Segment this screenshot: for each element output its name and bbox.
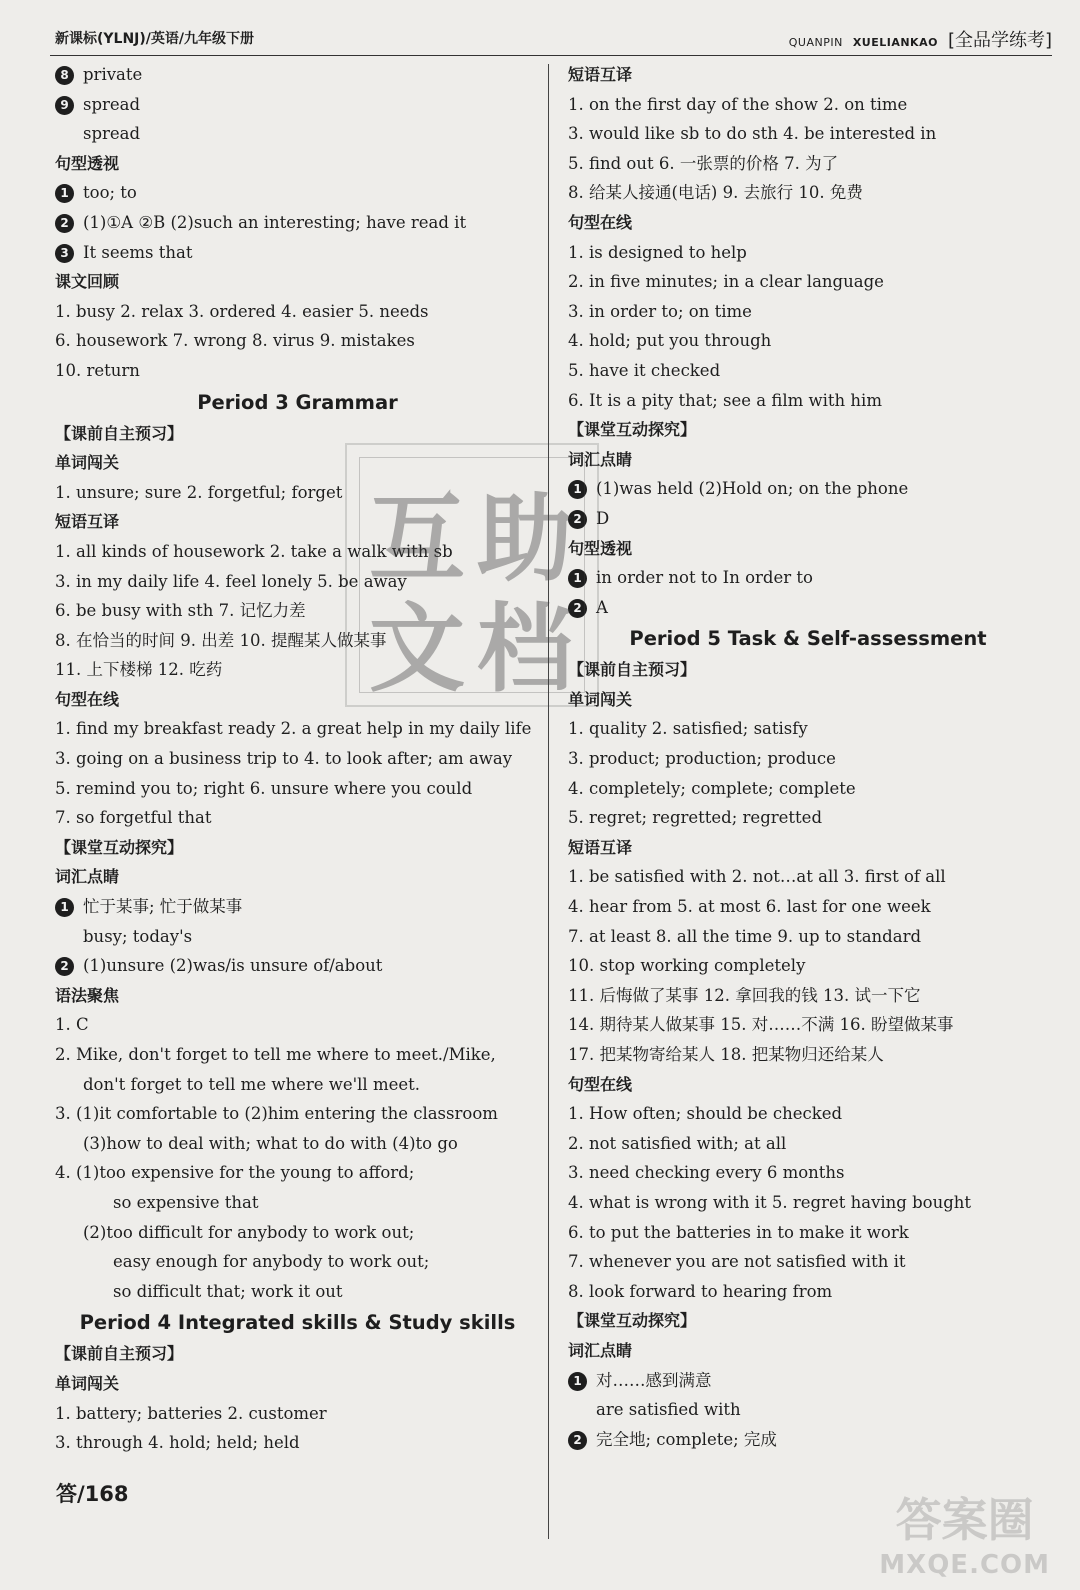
section-heading: 语法聚焦 [55, 985, 120, 1005]
stamp-watermark [345, 443, 599, 707]
answer-line: 6. It is a pity that; see a film with him [568, 390, 882, 410]
circled-number-icon: 2 [568, 1431, 587, 1450]
answer-line: 11. 后悔做了某事 12. 拿回我的钱 13. 试一下它 [568, 985, 921, 1005]
section-heading: 句型在线 [568, 1074, 633, 1094]
answer-line: 10. return [55, 360, 140, 380]
answer-line: 1. busy 2. relax 3. ordered 4. easier 5. needs [55, 301, 429, 321]
answer-text: too; to [83, 183, 137, 203]
answer-line: easy enough for anybody to work out; [113, 1252, 430, 1272]
numbered-answer [568, 563, 1048, 593]
answer-line: 1. is designed to help [568, 242, 747, 262]
period-title: Period 4 Integrated skills & Study skills [79, 1311, 516, 1335]
section-heading: 【课堂互动探究】 [568, 1311, 697, 1331]
answer-line: 10. stop working completely [568, 956, 806, 976]
answer-line: 11. 上下楼梯 12. 吃药 [55, 660, 223, 680]
answer-line: don't forget to tell me where we'll meet. [83, 1074, 421, 1094]
circled-number-icon: 1 [568, 1372, 587, 1391]
answer-text: (1)was held (2)Hold on; on the phone [596, 479, 909, 499]
answer-line: 3. in my daily life 4. feel lonely 5. be away [55, 571, 407, 591]
answer-line: 17. 把某物寄给某人 18. 把某物归还给某人 [568, 1045, 884, 1064]
period-title: Period 3 Grammar [197, 390, 398, 414]
numbered-answer [55, 238, 540, 268]
answer-line: 8. 给某人接通(电话) 9. 去旅行 10. 免费 [568, 183, 863, 203]
watermark-url: MXQE.COM [879, 1550, 1050, 1580]
answer-line: 7. whenever you are not satisfied with it [568, 1252, 906, 1272]
section-heading: 【课堂互动探究】 [568, 420, 697, 440]
answer-text: spread [83, 94, 141, 114]
answer-line: 8. look forward to hearing from [568, 1281, 833, 1301]
circled-number-icon: 1 [568, 569, 587, 588]
numbered-answer [55, 951, 540, 981]
answer-line: 2. in five minutes; in a clear language [568, 272, 884, 292]
answer-line: 8. 在恰当的时间 9. 出差 10. 提醒某人做某事 [55, 630, 387, 650]
section-heading: 句型在线 [55, 689, 120, 709]
answer-text: 完全地; complete; 完成 [596, 1429, 777, 1449]
answer-line: 2. Mike, don't forget to tell me where to meet./Mike, [55, 1045, 496, 1064]
answer-line: are satisfied with [596, 1400, 741, 1420]
answer-line: 1. find my breakfast ready 2. a great help in my daily life [55, 719, 532, 739]
numbered-answer [55, 208, 540, 238]
answer-text: 忙于某事; 忙于做某事 [83, 897, 243, 917]
circled-number-icon: 1 [55, 898, 74, 917]
stamp-char-4: 档 [477, 593, 573, 705]
answer-line: 5. regret; regretted; regretted [568, 808, 823, 828]
section-heading: 词汇点睛 [568, 1340, 633, 1360]
answer-text: A [596, 597, 608, 617]
answer-line: 3. going on a business trip to 4. to look after; am away [55, 749, 513, 769]
answer-line: 2. not satisfied with; at all [568, 1133, 787, 1153]
answer-line: 3. need checking every 6 months [568, 1163, 845, 1183]
section-heading: 短语互译 [568, 65, 633, 84]
book-title: 新课标(YLNJ)/英语/九年级下册 [55, 31, 255, 47]
numbered-answer [55, 60, 540, 90]
answer-line: 3. would like sb to do sth 4. be interested in [568, 124, 937, 144]
stamp-char-2: 助 [477, 483, 573, 595]
answer-line: 7. at least 8. all the time 9. up to standard [568, 926, 922, 946]
answer-line: 14. 期待某人做某事 15. 对……不满 16. 盼望做某事 [568, 1015, 954, 1035]
answer-line: 1. all kinds of housework 2. take a walk with sb [55, 541, 453, 561]
circled-number-icon: 9 [55, 96, 74, 115]
answer-line: 6. be busy with sth 7. 记忆力差 [55, 601, 306, 621]
circled-number-icon: 2 [55, 957, 74, 976]
answer-line: 4. hold; put you through [568, 331, 772, 351]
answer-line: 1. unsure; sure 2. forgetful; forget [55, 482, 343, 502]
answer-line: 3. through 4. hold; held; held [55, 1433, 300, 1453]
answer-line: 1. quality 2. satisfied; satisfy [568, 719, 808, 739]
section-heading: 句型在线 [568, 212, 633, 232]
numbered-answer [55, 178, 540, 208]
brand-pinyin-2: XUELIANKAO [852, 36, 938, 49]
circled-number-icon: 2 [568, 599, 587, 618]
section-heading: 【课前自主预习】 [55, 423, 184, 443]
site-watermark [879, 1484, 1050, 1580]
answer-line: so expensive that [113, 1192, 259, 1212]
answer-text: D [596, 508, 610, 528]
circled-number-icon: 2 [568, 510, 587, 529]
section-heading: 课文回顾 [55, 272, 120, 292]
numbered-answer [55, 90, 540, 120]
answer-line: 6. housework 7. wrong 8. virus 9. mistakes [55, 331, 415, 351]
answer-line: 1. battery; batteries 2. customer [55, 1403, 327, 1423]
answer-text: private [83, 65, 143, 84]
answer-text: (1)unsure (2)was/is unsure of/about [83, 956, 383, 976]
answer-line: 5. have it checked [568, 360, 721, 380]
section-heading: 句型透视 [568, 538, 633, 558]
right-column [568, 60, 1048, 1454]
section-heading: 【课前自主预习】 [568, 660, 697, 680]
answer-line: 4. hear from 5. at most 6. last for one week [568, 897, 931, 917]
answer-line: 3. (1)it comfortable to (2)him entering the classroom [55, 1104, 498, 1124]
answer-text: in order not to In order to [596, 568, 813, 588]
answer-line: 3. in order to; on time [568, 301, 752, 321]
answer-text: It seems that [83, 242, 193, 262]
numbered-answer [568, 1366, 1048, 1396]
answer-line: 5. find out 6. 一张票的价格 7. 为了 [568, 153, 839, 173]
answer-text: 对……感到满意 [596, 1370, 712, 1390]
brand-name: [全品学练考] [947, 30, 1052, 51]
numbered-answer [568, 474, 1048, 504]
numbered-answer [55, 892, 540, 922]
page-header [0, 0, 1080, 58]
section-heading: 【课前自主预习】 [55, 1344, 184, 1364]
stamp-char-3: 文 [369, 593, 465, 705]
answer-line: so difficult that; work it out [113, 1281, 343, 1301]
stamp-char-1: 互 [369, 483, 465, 595]
numbered-answer [568, 1425, 1048, 1455]
section-heading: 短语互译 [55, 512, 120, 532]
brand-pinyin-1: QUANPIN [788, 36, 843, 49]
section-heading: 词汇点睛 [568, 449, 633, 469]
section-heading: 词汇点睛 [55, 867, 120, 887]
answer-line: (3)how to deal with; what to do with (4)to go [83, 1133, 458, 1153]
answer-line: 7. so forgetful that [55, 808, 212, 828]
circled-number-icon: 3 [55, 244, 74, 263]
answer-line: 1. How often; should be checked [568, 1104, 843, 1124]
answer-line: 1. on the first day of the show 2. on time [568, 94, 908, 114]
answer-line: 6. to put the batteries in to make it work [568, 1222, 909, 1242]
circled-number-icon: 1 [55, 184, 74, 203]
circled-number-icon: 8 [55, 66, 74, 85]
period-title: Period 5 Task & Self-assessment [629, 627, 987, 651]
header-rule [50, 55, 1052, 56]
numbered-answer [568, 593, 1048, 623]
answer-line: (2)too difficult for anybody to work out; [83, 1222, 415, 1242]
numbered-answer [568, 504, 1048, 534]
answer-line: spread [83, 124, 141, 144]
answer-text: (1)①A ②B (2)such an interesting; have read it [83, 212, 467, 232]
answer-line: 4. (1)too expensive for the young to afford; [55, 1163, 415, 1183]
section-heading: 短语互译 [568, 837, 633, 857]
section-heading: 单词闯关 [568, 689, 633, 709]
answer-line: 1. C [55, 1015, 89, 1035]
section-heading: 句型透视 [55, 153, 120, 173]
answer-line: 1. be satisfied with 2. not…at all 3. first of all [568, 867, 946, 887]
brand-block [789, 26, 1052, 52]
watermark-logo-text: 答案圈 [895, 1493, 1034, 1547]
page-number: 答/168 [56, 1482, 129, 1506]
section-heading: 【课堂互动探究】 [55, 837, 184, 857]
left-column [55, 60, 540, 1458]
answer-line: 4. completely; complete; complete [568, 778, 856, 798]
circled-number-icon: 1 [568, 480, 587, 499]
column-divider [548, 64, 549, 1539]
answer-line: busy; today's [83, 926, 193, 946]
section-heading: 单词闯关 [55, 453, 120, 473]
answer-line: 5. remind you to; right 6. unsure where you could [55, 778, 473, 798]
answer-line: 3. product; production; produce [568, 749, 836, 769]
answer-line: 4. what is wrong with it 5. regret having bought [568, 1192, 972, 1212]
circled-number-icon: 2 [55, 214, 74, 233]
section-heading: 单词闯关 [55, 1373, 120, 1393]
